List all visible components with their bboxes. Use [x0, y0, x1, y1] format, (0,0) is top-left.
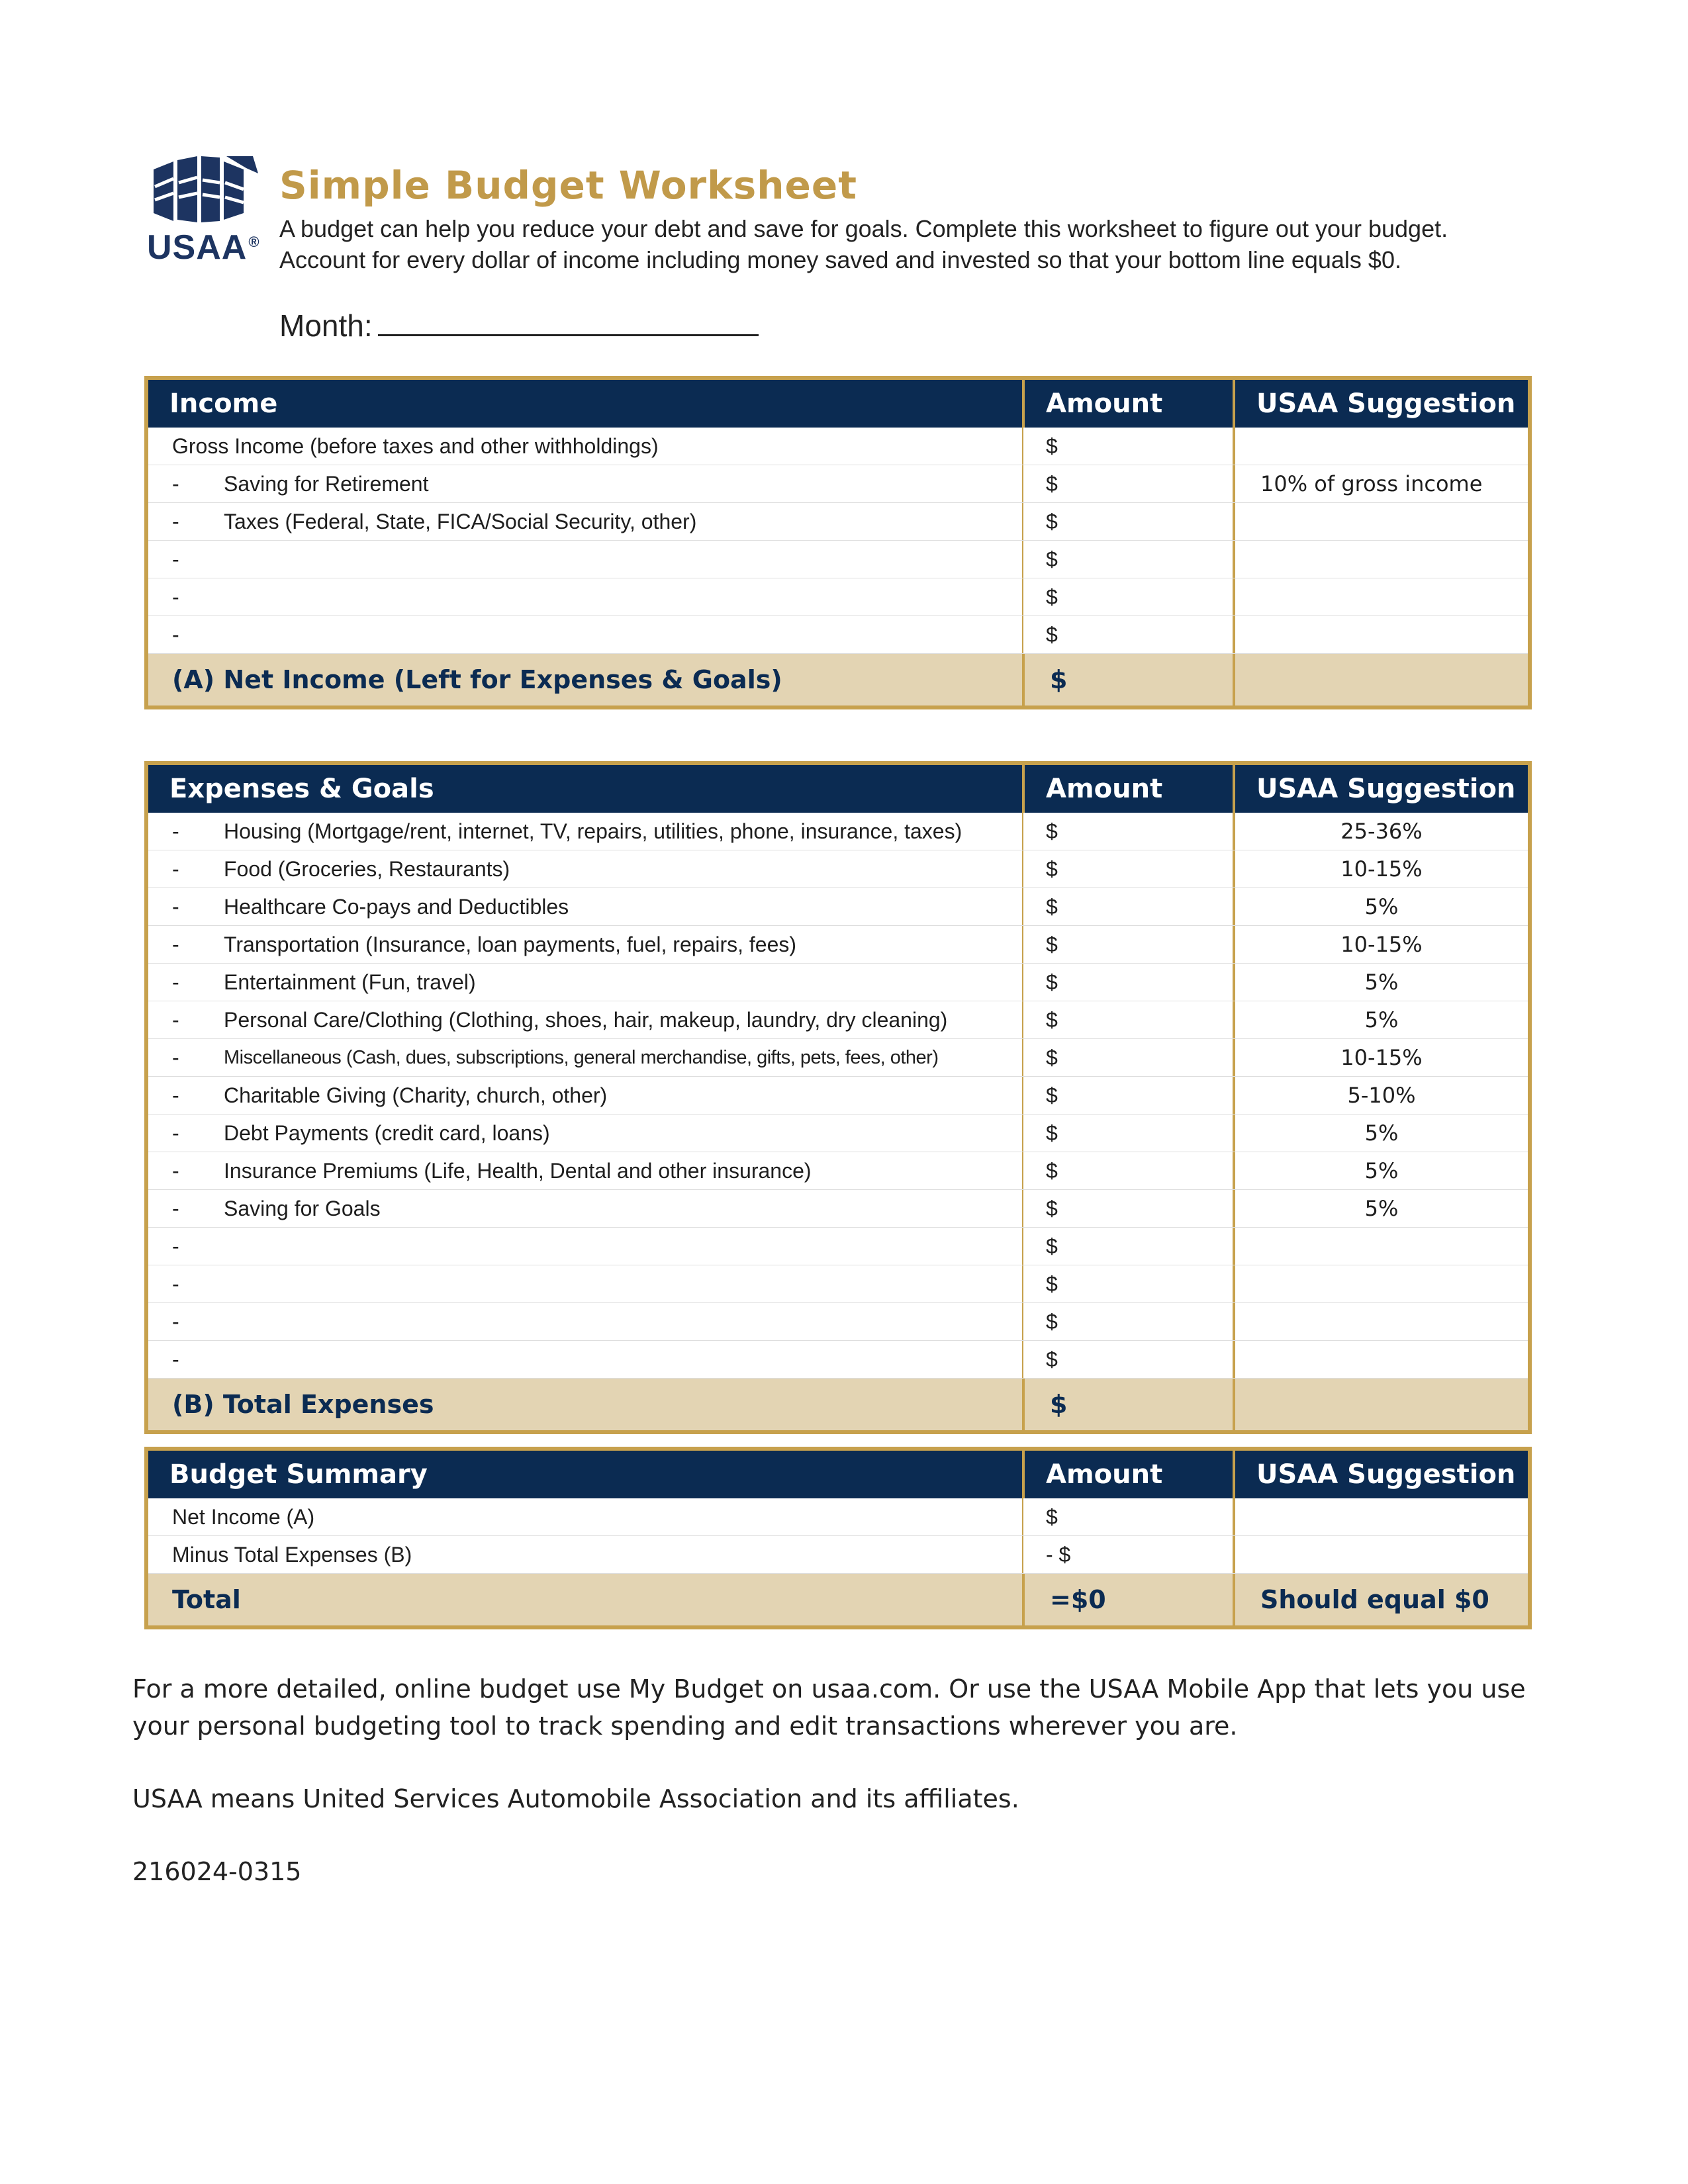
income-row-label-cell[interactable]: [148, 616, 1022, 653]
expense-row-label: Transportation (Insurance, loan payments, fuel, repairs, fees): [224, 932, 797, 956]
income-row-amount[interactable]: $: [1022, 616, 1233, 653]
income-row-suggestion: [1233, 503, 1528, 540]
income-row: [148, 428, 1528, 465]
expense-row-amount[interactable]: $: [1022, 1265, 1233, 1302]
bullet-dash: -: [172, 856, 179, 881]
total-expenses-row: [148, 1379, 1528, 1430]
summary-row: [148, 1498, 1528, 1536]
summary-header-label: Budget Summary: [169, 1459, 428, 1490]
budget-summary-table: [144, 1447, 1532, 1629]
expense-row-label-cell[interactable]: [148, 813, 1022, 850]
expense-row-label-cell[interactable]: [148, 1190, 1022, 1227]
bullet-dash: -: [172, 1120, 179, 1145]
intro-text: [279, 213, 1570, 275]
income-row-suggestion: [1233, 428, 1528, 465]
expense-row-suggestion: [1233, 1228, 1528, 1265]
expense-row-suggestion: 10-15%: [1233, 1039, 1528, 1076]
income-row-label: Saving for Retirement: [224, 471, 429, 496]
income-row-amount[interactable]: $: [1022, 465, 1233, 502]
expense-row-label: Saving for Goals: [224, 1196, 381, 1220]
bullet-dash: -: [172, 547, 179, 571]
total-expenses-suggestion: [1233, 1379, 1528, 1430]
income-row-label: Gross Income (before taxes and other withholdings): [172, 433, 659, 458]
bullet-dash: -: [172, 1309, 179, 1334]
expense-row-label-cell[interactable]: [148, 888, 1022, 925]
expense-row: [148, 1001, 1528, 1039]
month-field: [279, 308, 759, 343]
expense-row-label-cell[interactable]: [148, 1077, 1022, 1114]
expense-row-amount[interactable]: $: [1022, 1341, 1233, 1378]
expense-row-label-cell[interactable]: [148, 1228, 1022, 1265]
expense-row-suggestion: 5%: [1233, 1190, 1528, 1227]
expense-row: [148, 1115, 1528, 1152]
expense-row-suggestion: 5%: [1233, 1001, 1528, 1038]
summary-row-amount[interactable]: $: [1022, 1498, 1233, 1535]
bullet-dash: -: [172, 471, 179, 496]
expense-row: [148, 850, 1528, 888]
expenses-table: [144, 761, 1532, 1434]
footer-usaa-definition: USAA means United Services Automobile Association and its affiliates.: [132, 1784, 1019, 1813]
net-income-label: (A) Net Income (Left for Expenses & Goals): [172, 665, 782, 694]
expense-row-label-cell[interactable]: [148, 1152, 1022, 1189]
expense-row-label-cell[interactable]: [148, 850, 1022, 887]
footer-form-code: 216024-0315: [132, 1857, 302, 1886]
income-row-label-cell[interactable]: [148, 578, 1022, 615]
summary-total-amount[interactable]: =$0: [1022, 1574, 1233, 1625]
net-income-suggestion: [1233, 654, 1528, 705]
expense-row-label: Miscellaneous (Cash, dues, subscriptions, general merchandise, gifts, pets, fees, other): [224, 1046, 939, 1068]
income-header-row: [148, 380, 1528, 428]
expense-row-suggestion: 5%: [1233, 888, 1528, 925]
income-header-amount: Amount: [1022, 380, 1233, 428]
bullet-dash: -: [172, 1234, 179, 1258]
expense-row-suggestion: [1233, 1265, 1528, 1302]
summary-header-amount: Amount: [1022, 1451, 1233, 1498]
total-expenses-amount[interactable]: $: [1022, 1379, 1233, 1430]
expense-row-amount[interactable]: $: [1022, 850, 1233, 887]
bullet-dash: -: [172, 622, 179, 647]
expenses-header-label: Expenses & Goals: [169, 774, 434, 804]
income-table: [144, 376, 1532, 709]
income-row-amount[interactable]: $: [1022, 578, 1233, 615]
expense-row-suggestion: [1233, 1341, 1528, 1378]
income-header-label: Income: [169, 388, 278, 419]
bullet-dash: -: [172, 1196, 179, 1220]
expense-row-label-cell[interactable]: [148, 964, 1022, 1001]
summary-total-suggestion: Should equal $0: [1233, 1574, 1528, 1625]
income-row: [148, 503, 1528, 541]
income-row: [148, 616, 1528, 654]
expense-row-label-cell[interactable]: [148, 1265, 1022, 1302]
bullet-dash: -: [172, 1083, 179, 1107]
expense-row-label-cell[interactable]: [148, 1001, 1022, 1038]
expense-row-suggestion: 5-10%: [1233, 1077, 1528, 1114]
bullet-dash: -: [172, 894, 179, 919]
total-expenses-label: (B) Total Expenses: [172, 1390, 434, 1419]
expense-row: [148, 1303, 1528, 1341]
expense-row-label: Healthcare Co-pays and Deductibles: [224, 894, 569, 919]
summary-header-suggestion: USAA Suggestion: [1233, 1451, 1528, 1498]
expense-row-amount[interactable]: $: [1022, 1039, 1233, 1076]
income-row-amount[interactable]: $: [1022, 541, 1233, 578]
income-header-suggestion: USAA Suggestion: [1233, 380, 1528, 428]
bullet-dash: -: [172, 819, 179, 843]
expenses-header-suggestion: USAA Suggestion: [1233, 765, 1528, 813]
expense-row-label-cell[interactable]: [148, 1303, 1022, 1340]
income-row-amount[interactable]: $: [1022, 503, 1233, 540]
expenses-header-row: [148, 765, 1528, 813]
expense-row: [148, 1152, 1528, 1190]
expense-row-amount[interactable]: $: [1022, 813, 1233, 850]
expense-row-suggestion: 5%: [1233, 1115, 1528, 1152]
net-income-amount[interactable]: $: [1022, 654, 1233, 705]
income-row-label: Taxes (Federal, State, FICA/Social Security, other): [224, 509, 697, 533]
income-row-suggestion: 10% of gross income: [1233, 465, 1528, 502]
summary-total-row: [148, 1574, 1528, 1625]
expense-row: [148, 926, 1528, 964]
expense-row-label: Insurance Premiums (Life, Health, Dental and other insurance): [224, 1158, 812, 1183]
net-income-row: [148, 654, 1528, 705]
expense-row-amount[interactable]: $: [1022, 1152, 1233, 1189]
income-row-label-cell[interactable]: [148, 428, 1022, 465]
expense-row: [148, 1341, 1528, 1379]
income-row-suggestion: [1233, 541, 1528, 578]
usaa-logo-text: USAA®: [147, 228, 260, 267]
expense-row-label-cell[interactable]: [148, 1039, 1022, 1076]
expense-row-label: Food (Groceries, Restaurants): [224, 856, 510, 881]
income-row: [148, 465, 1528, 503]
page-title: Simple Budget Worksheet: [279, 163, 857, 208]
expense-row-label: Entertainment (Fun, travel): [224, 970, 476, 994]
expense-row-label: Debt Payments (credit card, loans): [224, 1120, 550, 1145]
expense-row: [148, 1228, 1528, 1265]
summary-row-label: Minus Total Expenses (B): [172, 1542, 412, 1567]
expense-row-suggestion: 25-36%: [1233, 813, 1528, 850]
bullet-dash: -: [172, 932, 179, 956]
expense-row-suggestion: [1233, 1303, 1528, 1340]
expense-row-label: Personal Care/Clothing (Clothing, shoes, hair, makeup, laundry, dry cleaning): [224, 1007, 948, 1032]
income-row-suggestion: [1233, 616, 1528, 653]
expense-row: [148, 1265, 1528, 1303]
expense-row-label-cell[interactable]: [148, 1341, 1022, 1378]
expense-row-amount[interactable]: $: [1022, 926, 1233, 963]
footer: [132, 1670, 1556, 1926]
income-row-amount[interactable]: $: [1022, 428, 1233, 465]
summary-row-suggestion: [1233, 1536, 1528, 1573]
expense-row: [148, 1190, 1528, 1228]
expenses-header-amount: Amount: [1022, 765, 1233, 813]
expense-row-label-cell[interactable]: [148, 926, 1022, 963]
summary-row-suggestion: [1233, 1498, 1528, 1535]
eagle-icon: [147, 156, 259, 229]
income-row: [148, 578, 1528, 616]
intro-line-2: Account for every dollar of income including money saved and invested so that your bottom line equals $0.: [279, 246, 1401, 273]
expense-row-suggestion: 10-15%: [1233, 850, 1528, 887]
expense-row: [148, 888, 1528, 926]
expense-row-label-cell[interactable]: [148, 1115, 1022, 1152]
expense-row-suggestion: 5%: [1233, 964, 1528, 1001]
expense-row-amount[interactable]: $: [1022, 1228, 1233, 1265]
expense-row-label: Charitable Giving (Charity, church, other): [224, 1083, 608, 1107]
expense-row-amount[interactable]: $: [1022, 1001, 1233, 1038]
income-row-label-cell[interactable]: [148, 465, 1022, 502]
intro-line-1: A budget can help you reduce your debt and save for goals. Complete this worksheet to figure out your budget.: [279, 215, 1448, 242]
expense-row: [148, 1039, 1528, 1077]
footer-online-budget-note: For a more detailed, online budget use My Budget on usaa.com. Or use the USAA Mobile App that lets you use your personal budgeting tool to track spending and edit transactions wherever you are.: [132, 1674, 1526, 1741]
summary-row-amount[interactable]: - $: [1022, 1536, 1233, 1573]
income-row: [148, 541, 1528, 578]
expense-row-suggestion: 5%: [1233, 1152, 1528, 1189]
bullet-dash: -: [172, 1271, 179, 1296]
summary-row-label: Net Income (A): [172, 1504, 315, 1529]
expense-row-label: Housing (Mortgage/rent, internet, TV, repairs, utilities, phone, insurance, taxes): [224, 819, 962, 843]
expense-row: [148, 964, 1528, 1001]
income-row-label-cell[interactable]: [148, 541, 1022, 578]
summary-row: [148, 1536, 1528, 1574]
bullet-dash: -: [172, 1045, 179, 1069]
summary-row-label-cell[interactable]: [148, 1536, 1022, 1573]
expense-row: [148, 813, 1528, 850]
expense-row-suggestion: 10-15%: [1233, 926, 1528, 963]
expense-row-amount[interactable]: $: [1022, 1303, 1233, 1340]
expense-row-amount[interactable]: $: [1022, 1190, 1233, 1227]
expense-row-amount[interactable]: $: [1022, 1077, 1233, 1114]
month-blank-line[interactable]: [378, 309, 759, 336]
summary-row-label-cell[interactable]: [148, 1498, 1022, 1535]
bullet-dash: -: [172, 584, 179, 609]
bullet-dash: -: [172, 509, 179, 533]
expense-row-amount[interactable]: $: [1022, 888, 1233, 925]
summary-header-row: [148, 1451, 1528, 1498]
bullet-dash: -: [172, 970, 179, 994]
expense-row-amount[interactable]: $: [1022, 964, 1233, 1001]
income-row-label-cell[interactable]: [148, 503, 1022, 540]
bullet-dash: -: [172, 1347, 179, 1371]
summary-total-label: Total: [172, 1585, 241, 1614]
bullet-dash: -: [172, 1158, 179, 1183]
month-label: Month:: [279, 308, 373, 343]
expense-row: [148, 1077, 1528, 1115]
income-row-suggestion: [1233, 578, 1528, 615]
expense-row-amount[interactable]: $: [1022, 1115, 1233, 1152]
bullet-dash: -: [172, 1007, 179, 1032]
